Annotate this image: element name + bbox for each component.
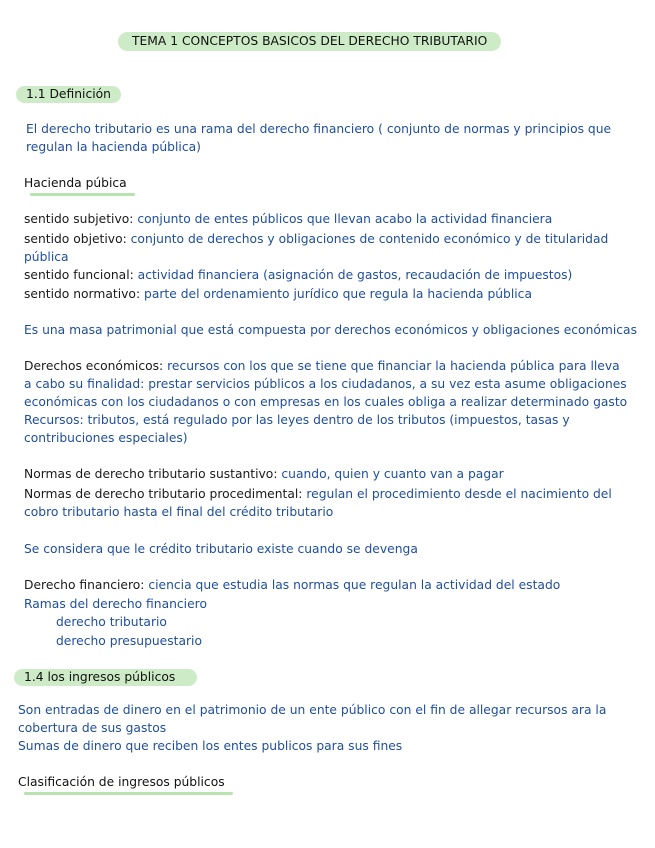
hacienda-item xyxy=(24,230,608,248)
hacienda-item xyxy=(24,285,532,303)
normas-sustantivo-text: cuando, quien y cuanto van a pagar xyxy=(281,467,504,481)
section-heading-ingresos: 1.4 los ingresos públicos xyxy=(14,669,197,686)
page-title: TEMA 1 CONCEPTOS BASICOS DEL DERECHO TRIBUTARIO xyxy=(118,32,501,51)
financiero-line xyxy=(24,576,560,594)
rama-item-presupuestario: derecho presupuestario xyxy=(56,634,202,648)
normas-procedimental-text: regulan el procedimiento desde el nacimiento del xyxy=(306,487,612,501)
item-label: sentido normativo: xyxy=(24,287,141,301)
recursos-line-1: Recursos: tributos, está regulado por las leyes dentro de los tributos (impuestos, tasas y xyxy=(24,413,570,427)
heading-underline xyxy=(30,193,135,196)
item-text: conjunto de entes públicos que llevan acabo la actividad financiera xyxy=(137,212,553,226)
hacienda-heading xyxy=(24,174,127,192)
ingresos-line-3: Sumas de dinero que reciben los entes publicos para sus fines xyxy=(18,739,403,753)
normas-sustantivo-label: Normas de derecho tributario sustantivo: xyxy=(24,467,278,481)
clasificacion-heading-text: Clasificación de ingresos públicos xyxy=(18,775,225,789)
derechos-line-1 xyxy=(24,357,620,375)
normas-procedimental-label: Normas de derecho tributario procedimental: xyxy=(24,487,303,501)
ingresos-line-2: cobertura de sus gastos xyxy=(18,721,167,735)
derechos-line-2: a cabo su finalidad: prestar servicios públicos a los ciudadanos, a su vez esta asume obligaciones xyxy=(24,377,627,391)
masa-patrimonial-text: Es una masa patrimonial que está compuesta por derechos económicos y obligaciones económicas xyxy=(24,323,638,337)
rama-item-tributario: derecho tributario xyxy=(56,615,167,629)
item-label: sentido subjetivo: xyxy=(24,212,134,226)
recursos-line-2: contribuciones especiales) xyxy=(24,431,188,445)
hacienda-item xyxy=(24,210,552,228)
section-heading-definicion: 1.1 Definición xyxy=(16,86,121,103)
item-text: actividad financiera (asignación de gastos, recaudación de impuestos) xyxy=(137,268,573,282)
item-label: sentido objetivo: xyxy=(24,232,127,246)
normas-procedimental-line-2: cobro tributario hasta el final del crédito tributario xyxy=(24,505,334,519)
derechos-line-3: económicas con los ciudadanos o con empresas en los cuales obliga a realizar determinado gasto xyxy=(24,395,628,409)
devenga-text: Se considera que le crédito tributario existe cuando se devenga xyxy=(24,542,418,556)
ramas-heading: Ramas del derecho financiero xyxy=(24,597,207,611)
financiero-text: ciencia que estudia las normas que regulan la actividad del estado xyxy=(148,578,561,592)
clasificacion-heading xyxy=(18,773,225,791)
item-text: conjunto de derechos y obligaciones de contenido económico y de titularidad xyxy=(130,232,609,246)
ingresos-line-1: Son entradas de dinero en el patrimonio de un ente público con el fin de allegar recursos ara la xyxy=(18,703,607,717)
hacienda-item xyxy=(24,266,572,284)
financiero-label: Derecho financiero: xyxy=(24,578,145,592)
item-label: sentido funcional: xyxy=(24,268,134,282)
derechos-text: recursos con los que se tiene que financiar la hacienda pública para lleva xyxy=(167,359,620,373)
heading-underline xyxy=(24,792,233,795)
item-text-continuation: pública xyxy=(24,250,69,264)
derechos-label: Derechos económicos: xyxy=(24,359,164,373)
normas-procedimental xyxy=(24,485,612,503)
normas-sustantivo xyxy=(24,465,504,483)
item-text: parte del ordenamiento jurídico que regula la hacienda pública xyxy=(144,287,532,301)
definition-line-2: regulan la hacienda pública) xyxy=(26,140,201,154)
hacienda-heading-text: Hacienda púbica xyxy=(24,176,127,190)
definition-line-1: El derecho tributario es una rama del derecho financiero ( conjunto de normas y principios que xyxy=(26,122,612,136)
